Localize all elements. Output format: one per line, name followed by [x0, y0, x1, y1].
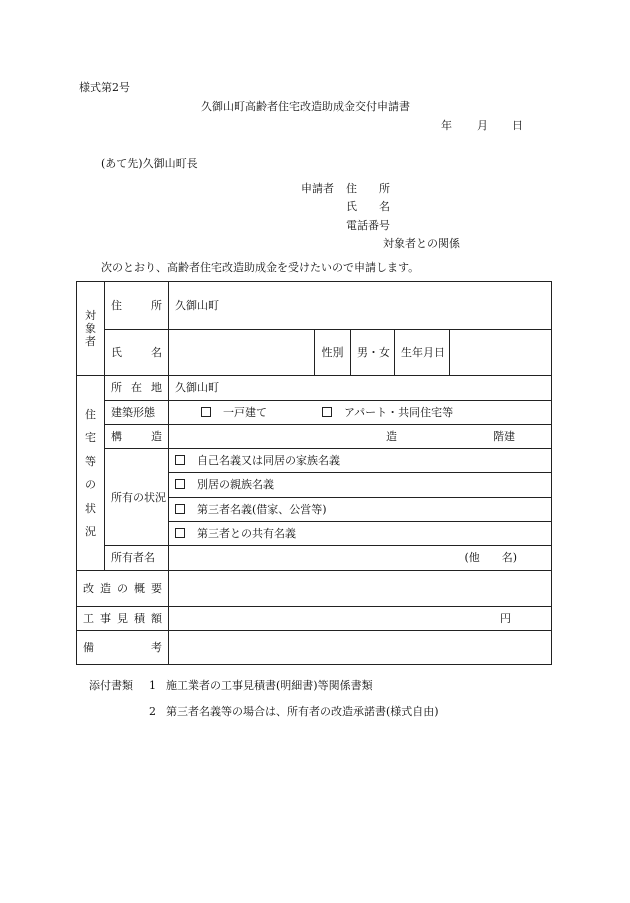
- checkbox-icon[interactable]: [175, 455, 185, 465]
- ownership-label: 所有の状況: [105, 449, 169, 546]
- structure-label: 構 造: [105, 425, 169, 449]
- housing-group-label: 住 宅 等 の 状 況: [77, 376, 105, 571]
- structure-field[interactable]: 造 階建: [169, 425, 552, 449]
- birthdate-label: 生年月日: [395, 330, 450, 376]
- attachments-label: 添付書類: [89, 679, 133, 692]
- summary-field[interactable]: [169, 571, 552, 607]
- ownership-option-2[interactable]: 別居の親族名義: [169, 473, 552, 498]
- ownership-option-3[interactable]: 第三者名義(借家、公営等): [169, 498, 552, 522]
- location-value[interactable]: 久御山町: [169, 376, 552, 401]
- intro-text: 次のとおり、高齢者住宅改造助成金を受けたいので申請します。: [101, 261, 420, 274]
- date-month: 月: [477, 119, 488, 132]
- summary-label: 改 造 の 概 要: [77, 571, 169, 607]
- applicant-phone-label: 電話番号: [346, 219, 390, 232]
- attachment-1-num: 1: [149, 679, 156, 692]
- building-type-label: 建築形態: [105, 401, 169, 425]
- ownership-option-1[interactable]: 自己名義又は同居の家族名義: [169, 449, 552, 473]
- building-type-options[interactable]: 一戸建て アパート・共同住宅等: [169, 401, 552, 425]
- birthdate-field[interactable]: [450, 330, 552, 376]
- applicant-relation-label: 対象者との関係: [383, 237, 460, 250]
- subject-group-label: 対象者: [77, 282, 105, 376]
- subject-name-field[interactable]: [169, 330, 315, 376]
- applicant-name-label: 氏 名: [346, 200, 390, 213]
- checkbox-icon[interactable]: [201, 407, 211, 417]
- attachment-2-text: 第三者名義等の場合は、所有者の改造承諾書(様式自由): [166, 705, 439, 718]
- owner-name-label: 所有者名: [105, 546, 169, 571]
- applicant-address-label: 住 所: [346, 182, 390, 195]
- form-number: 様式第2号: [79, 81, 130, 94]
- date-year: 年: [441, 119, 452, 132]
- application-table: [76, 281, 552, 665]
- checkbox-icon[interactable]: [322, 407, 332, 417]
- page-title: 久御山町高齢者住宅改造助成金交付申請書: [201, 100, 410, 113]
- remarks-field[interactable]: [169, 631, 552, 665]
- checkbox-icon[interactable]: [175, 528, 185, 538]
- remarks-label: 備 考: [77, 631, 169, 665]
- addressee: (あて先)久御山町長: [101, 157, 198, 170]
- subject-address-value[interactable]: 久御山町: [169, 282, 552, 330]
- subject-address-label: 住 所: [105, 282, 169, 330]
- owner-name-field[interactable]: (他 名): [169, 546, 552, 571]
- date-day: 日: [512, 119, 523, 132]
- checkbox-icon[interactable]: [175, 504, 185, 514]
- gender-label: 性別: [315, 330, 351, 376]
- attachment-2-num: 2: [149, 705, 156, 718]
- estimate-field[interactable]: 円: [169, 607, 552, 631]
- subject-name-label: 氏 名: [105, 330, 169, 376]
- attachment-1-text: 施工業者の工事見積書(明細書)等関係書類: [166, 679, 373, 692]
- location-label: 所 在 地: [105, 376, 169, 401]
- estimate-label: 工 事 見 積 額: [77, 607, 169, 631]
- checkbox-icon[interactable]: [175, 479, 185, 489]
- gender-options[interactable]: 男・女: [351, 330, 395, 376]
- ownership-option-4[interactable]: 第三者との共有名義: [169, 522, 552, 546]
- applicant-label: 申請者: [301, 182, 334, 195]
